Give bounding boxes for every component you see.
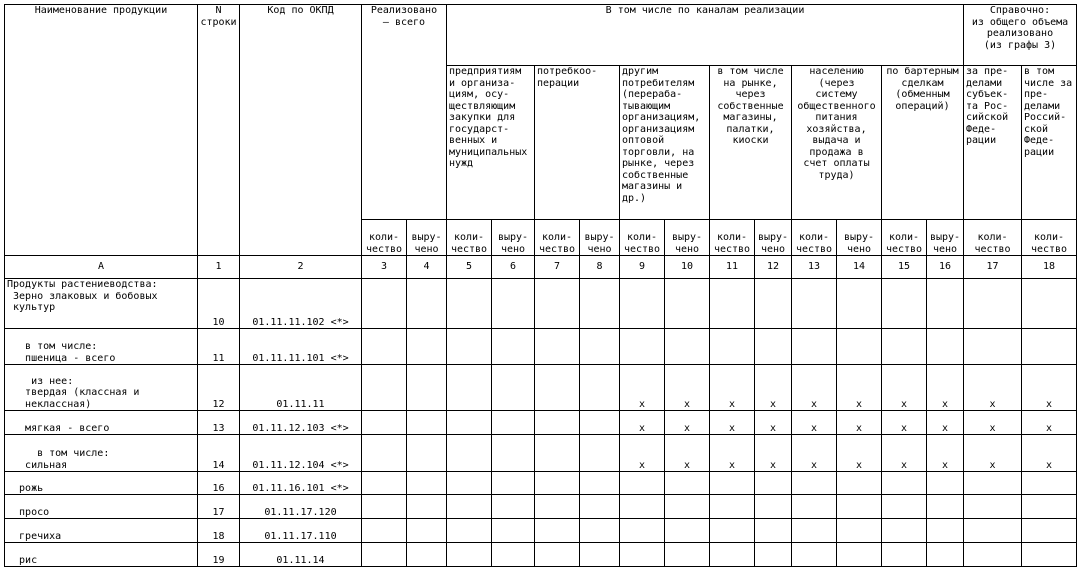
col-number: 7 [535,256,580,279]
row-number-cell: 17 [198,495,240,519]
col-number: А [5,256,198,279]
input-cell[interactable] [964,329,1022,365]
input-cell[interactable] [620,543,665,567]
not-applicable-mark: x [665,365,710,411]
input-cell[interactable] [620,495,665,519]
input-cell[interactable] [362,279,407,329]
input-cell[interactable] [535,279,580,329]
not-applicable-mark: x [1022,365,1077,411]
input-cell[interactable] [362,472,407,495]
input-cell[interactable] [755,472,792,495]
input-cell[interactable] [362,495,407,519]
not-applicable-mark: x [882,435,927,472]
input-cell[interactable] [492,365,535,411]
header-channel-state-procurement: предприятиям и организа- циям, осу- ществляющим закупки для государст- венных и муниципальных нужд [447,66,535,220]
header-ref-outside-region: за пре- делами субъек- та Рос- сийской Феде- рации [964,66,1022,220]
header-qty: коли- чество [882,220,927,256]
table-row [5,495,1077,519]
input-cell[interactable] [492,519,535,543]
okpd-code-cell: 01.11.12.103 <*> [240,411,362,435]
okpd-code-cell: 01.11.11.101 <*> [240,329,362,365]
header-qty: коли- чество [362,220,407,256]
input-cell[interactable] [665,329,710,365]
header-qty: коли- чество [535,220,580,256]
input-cell[interactable] [580,329,620,365]
input-cell[interactable] [447,472,492,495]
table-row [5,411,1077,435]
header-okpd-code: Код по ОКПД [240,5,362,256]
input-cell[interactable] [447,279,492,329]
table-row [5,435,1077,472]
input-cell[interactable] [882,329,927,365]
okpd-code-cell: 01.11.11 [240,365,362,411]
input-cell[interactable] [620,519,665,543]
not-applicable-mark: x [710,365,755,411]
product-name-cell: в том числе: пшеница - всего [5,329,198,365]
col-number: 8 [580,256,620,279]
not-applicable-mark: x [882,365,927,411]
col-number: 15 [882,256,927,279]
product-name-cell: из нее: твердая (классная и неклассная) [5,365,198,411]
header-channel-other-consumers: другим потребителям (перераба- тывающим организациям, организациям оптовой торговли, на рынке, через собственные магазины и др.) [620,66,710,220]
not-applicable-mark: x [1022,435,1077,472]
product-name-cell: Продукты растениеводства: Зерно злаковых и бобовых культур [5,279,198,329]
header-total-sold: Реализовано – всего [362,5,447,220]
col-number: 6 [492,256,535,279]
input-cell[interactable] [792,279,837,329]
input-cell[interactable] [927,472,964,495]
input-cell[interactable] [792,472,837,495]
input-cell[interactable] [665,279,710,329]
input-cell[interactable] [620,329,665,365]
col-number: 1 [198,256,240,279]
input-cell[interactable] [362,365,407,411]
input-cell[interactable] [447,411,492,435]
header-qty: коли- чество [792,220,837,256]
input-cell[interactable] [792,519,837,543]
header-product-name: Наименование продукции [5,5,198,256]
input-cell[interactable] [407,543,447,567]
input-cell[interactable] [407,495,447,519]
not-applicable-mark: x [1022,411,1077,435]
input-cell[interactable] [362,329,407,365]
table-row [5,279,1077,329]
input-cell[interactable] [792,495,837,519]
input-cell[interactable] [535,411,580,435]
okpd-code-cell: 01.11.16.101 <*> [240,472,362,495]
input-cell[interactable] [620,472,665,495]
row-number-cell: 12 [198,365,240,411]
header-qty: коли- чество [620,220,665,256]
input-cell[interactable] [882,472,927,495]
header-channel-barter: по бартерным сделкам (обменным операций) [882,66,964,220]
col-number: 18 [1022,256,1077,279]
header-revenue: выру- чено [580,220,620,256]
row-number-cell: 13 [198,411,240,435]
input-cell[interactable] [665,495,710,519]
row-number-cell: 19 [198,543,240,567]
header-revenue: выру- чено [492,220,535,256]
not-applicable-mark: x [927,411,964,435]
not-applicable-mark: x [964,435,1022,472]
not-applicable-mark: x [710,435,755,472]
col-number: 14 [837,256,882,279]
input-cell[interactable] [710,495,755,519]
input-cell[interactable] [407,472,447,495]
not-applicable-mark: x [755,365,792,411]
input-cell[interactable] [755,495,792,519]
input-cell[interactable] [492,435,535,472]
not-applicable-mark: x [837,365,882,411]
okpd-code-cell: 01.11.12.104 <*> [240,435,362,472]
not-applicable-mark: x [755,411,792,435]
header-reference: Справочно: из общего объема реализовано (из графы 3) [964,5,1077,66]
input-cell[interactable] [407,435,447,472]
not-applicable-mark: x [620,435,665,472]
not-applicable-mark: x [927,435,964,472]
input-cell[interactable] [535,365,580,411]
input-cell[interactable] [710,472,755,495]
table-row [5,472,1077,495]
input-cell[interactable] [580,435,620,472]
input-cell[interactable] [407,329,447,365]
input-cell[interactable] [492,279,535,329]
input-cell[interactable] [837,329,882,365]
not-applicable-mark: x [882,411,927,435]
input-cell[interactable] [964,472,1022,495]
input-cell[interactable] [535,519,580,543]
input-cell[interactable] [882,279,927,329]
input-cell[interactable] [535,435,580,472]
input-cell[interactable] [1022,495,1077,519]
not-applicable-mark: x [837,411,882,435]
col-number: 11 [710,256,755,279]
row-number-cell: 18 [198,519,240,543]
input-cell[interactable] [710,519,755,543]
input-cell[interactable] [362,519,407,543]
not-applicable-mark: x [665,411,710,435]
product-name-cell: просо [5,495,198,519]
input-cell[interactable] [927,279,964,329]
input-cell[interactable] [447,365,492,411]
input-cell[interactable] [407,279,447,329]
col-number: 10 [665,256,710,279]
header-qty: коли- чество [710,220,755,256]
row-number-cell: 16 [198,472,240,495]
not-applicable-mark: x [927,365,964,411]
input-cell[interactable] [665,543,710,567]
header-channel-market: в том числе на рынке, через собственные магазины, палатки, киоски [710,66,792,220]
input-cell[interactable] [1022,519,1077,543]
input-cell[interactable] [620,279,665,329]
header-channel-population: населению (через систему общественного питания хозяйства, выдача и продажа в счет оплаты труда) [792,66,882,220]
input-cell[interactable] [492,329,535,365]
input-cell[interactable] [755,329,792,365]
input-cell[interactable] [882,543,927,567]
col-number: 4 [407,256,447,279]
header-revenue: выру- чено [665,220,710,256]
input-cell[interactable] [407,365,447,411]
product-name-cell: в том числе: сильная [5,435,198,472]
not-applicable-mark: x [837,435,882,472]
header-qty: коли- чество [964,220,1022,256]
table-row [5,543,1077,567]
input-cell[interactable] [580,411,620,435]
input-cell[interactable] [837,279,882,329]
not-applicable-mark: x [964,365,1022,411]
input-cell[interactable] [407,519,447,543]
input-cell[interactable] [792,543,837,567]
input-cell[interactable] [362,543,407,567]
not-applicable-mark: x [964,411,1022,435]
input-cell[interactable] [665,519,710,543]
table-row [5,329,1077,365]
row-number-cell: 14 [198,435,240,472]
product-name-cell: рис [5,543,198,567]
input-cell[interactable] [407,411,447,435]
input-cell[interactable] [535,329,580,365]
header-revenue: выру- чено [407,220,447,256]
header-revenue: выру- чено [927,220,964,256]
input-cell[interactable] [580,472,620,495]
input-cell[interactable] [882,519,927,543]
input-cell[interactable] [964,495,1022,519]
col-number: 16 [927,256,964,279]
input-cell[interactable] [927,329,964,365]
product-name-cell: рожь [5,472,198,495]
input-cell[interactable] [1022,279,1077,329]
input-cell[interactable] [447,519,492,543]
okpd-code-cell: 01.11.14 [240,543,362,567]
not-applicable-mark: x [792,365,837,411]
input-cell[interactable] [837,472,882,495]
header-qty: коли- чество [447,220,492,256]
not-applicable-mark: x [620,365,665,411]
not-applicable-mark: x [792,435,837,472]
input-cell[interactable] [492,472,535,495]
row-number-cell: 10 [198,279,240,329]
input-cell[interactable] [535,495,580,519]
input-cell[interactable] [964,543,1022,567]
not-applicable-mark: x [755,435,792,472]
input-cell[interactable] [927,495,964,519]
col-number: 13 [792,256,837,279]
input-cell[interactable] [755,279,792,329]
input-cell[interactable] [927,519,964,543]
okpd-code-cell: 01.11.17.110 [240,519,362,543]
col-number: 17 [964,256,1022,279]
product-name-cell: мягкая - всего [5,411,198,435]
not-applicable-mark: x [665,435,710,472]
okpd-code-cell: 01.11.11.102 <*> [240,279,362,329]
okpd-code-cell: 01.11.17.120 [240,495,362,519]
input-cell[interactable] [580,279,620,329]
col-number: 3 [362,256,407,279]
input-cell[interactable] [1022,329,1077,365]
input-cell[interactable] [710,279,755,329]
input-cell[interactable] [792,329,837,365]
input-cell[interactable] [1022,543,1077,567]
input-cell[interactable] [535,543,580,567]
header-revenue: выру- чено [755,220,792,256]
input-cell[interactable] [665,472,710,495]
not-applicable-mark: x [620,411,665,435]
input-cell[interactable] [837,543,882,567]
input-cell[interactable] [964,519,1022,543]
col-number: 9 [620,256,665,279]
input-cell[interactable] [710,543,755,567]
input-cell[interactable] [1022,472,1077,495]
not-applicable-mark: x [792,411,837,435]
input-cell[interactable] [964,279,1022,329]
input-cell[interactable] [362,411,407,435]
input-cell[interactable] [447,495,492,519]
input-cell[interactable] [535,472,580,495]
input-cell[interactable] [362,435,407,472]
product-name-cell: гречиха [5,519,198,543]
header-channel-consumer-cooperation: потребкоо- перации [535,66,620,220]
table-row [5,365,1077,411]
input-cell[interactable] [580,519,620,543]
header-qty: коли- чество [1022,220,1077,256]
col-number: 5 [447,256,492,279]
input-cell[interactable] [837,519,882,543]
production-sales-form-table [4,4,1077,567]
input-cell[interactable] [710,329,755,365]
col-number: 2 [240,256,362,279]
input-cell[interactable] [882,495,927,519]
header-sales-channels: В том числе по каналам реализации [447,5,964,66]
input-cell[interactable] [580,543,620,567]
input-cell[interactable] [580,365,620,411]
not-applicable-mark: x [710,411,755,435]
input-cell[interactable] [837,495,882,519]
header-ref-outside-russia: в том числе за пре- делами Россий- ской Феде- рации [1022,66,1077,220]
input-cell[interactable] [492,495,535,519]
input-cell[interactable] [447,543,492,567]
input-cell[interactable] [447,329,492,365]
input-cell[interactable] [492,543,535,567]
table-row [5,519,1077,543]
input-cell[interactable] [755,543,792,567]
input-cell[interactable] [927,543,964,567]
col-number: 12 [755,256,792,279]
input-cell[interactable] [755,519,792,543]
input-cell[interactable] [447,435,492,472]
row-number-cell: 11 [198,329,240,365]
header-revenue: выру- чено [837,220,882,256]
input-cell[interactable] [580,495,620,519]
header-row-number: N строки [198,5,240,256]
input-cell[interactable] [492,411,535,435]
